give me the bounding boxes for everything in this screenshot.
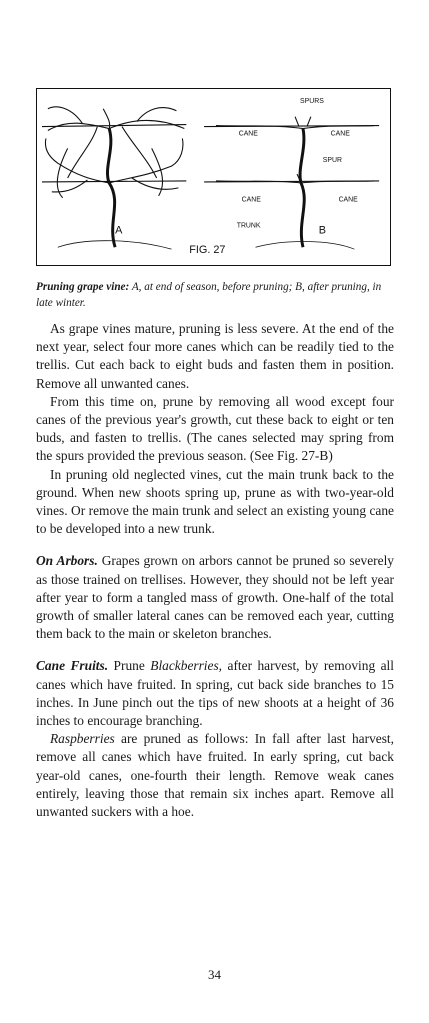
label-trunk: TRUNK	[236, 222, 261, 230]
label-a: A	[115, 224, 123, 237]
cane-fruits-heading: Cane Fruits.	[36, 658, 109, 674]
paragraph-3: In pruning old neglected vines, cut the main trunk back to the ground. When new shoots spring up, prune as with two-year-old vines. Or remove the main trunk and select an existing young cane to be developed into a new trunk.	[36, 466, 394, 537]
figure-number: FIG. 27	[189, 244, 226, 257]
page-number: 34	[208, 967, 221, 982]
cane-fruits-text-post: after harvest, by removing all canes which have fruited. In spring, cut back side branches to 15 inches. In June pinch out the tips of new shoots at a height of 36 inches to encourage branching.	[36, 658, 395, 729]
cane-fruits-text-pre: Prune	[108, 658, 151, 674]
raspberries-text: are pruned as follows: In fall after last harvest, remove all canes which have fruited. In early spring, cut back year-old canes, one-fourth their length. Remove weak canes entirely, leaving those that remain six inches apart. Remove all unwanted suckers with a hoe.	[36, 731, 394, 820]
blackberries-term: Blackberries,	[150, 658, 223, 674]
label-cane-right: CANE	[330, 130, 350, 138]
label-spurs: SPURS	[300, 97, 324, 105]
figure-27	[36, 88, 391, 266]
label-cane-lower-right: CANE	[338, 196, 358, 204]
figure-caption	[36, 279, 396, 311]
paragraph-1: As grape vines mature, pruning is less severe. At the end of the next year, select four more canes which can be readily tied to the trellis. Cut each back to eight buds and fasten them in position. Remove all unwanted canes.	[36, 321, 394, 391]
paragraph-2: From this time on, prune by removing all wood except four canes of the previous year's growth, cut these back to eight or ten buds, and fasten to trellis. (The canes selected may spring from the spurs provided the previous season. (See Fig. 27-B)	[36, 393, 394, 464]
vine-b-drawing	[204, 117, 379, 249]
arbors-heading: On Arbors.	[36, 553, 98, 569]
section-cane-fruits	[36, 657, 394, 730]
label-cane-lower-left: CANE	[241, 196, 261, 204]
grape-vine-illustration	[37, 89, 390, 265]
label-spur: SPUR	[322, 157, 342, 165]
vine-a-drawing	[42, 107, 186, 249]
caption-text: A, at end of season, before pruning; B, after pruning, in late winter.	[36, 281, 382, 309]
paragraph-raspberries	[36, 730, 394, 821]
label-b: B	[318, 224, 327, 237]
raspberries-term: Raspberries	[50, 731, 115, 747]
caption-title: Pruning grape vine:	[36, 281, 130, 293]
arbors-text: Grapes grown on arbors cannot be pruned so severely as those trained on trellises. However, they should not be left year after year to form a tangled mass of growth. One-half of the total growth of smaller lateral canes can be removed each year, cutting them back to the main or skeleton branches.	[36, 553, 394, 642]
section-arbors	[36, 552, 394, 643]
page-body	[36, 320, 394, 821]
label-cane-left: CANE	[238, 130, 258, 138]
